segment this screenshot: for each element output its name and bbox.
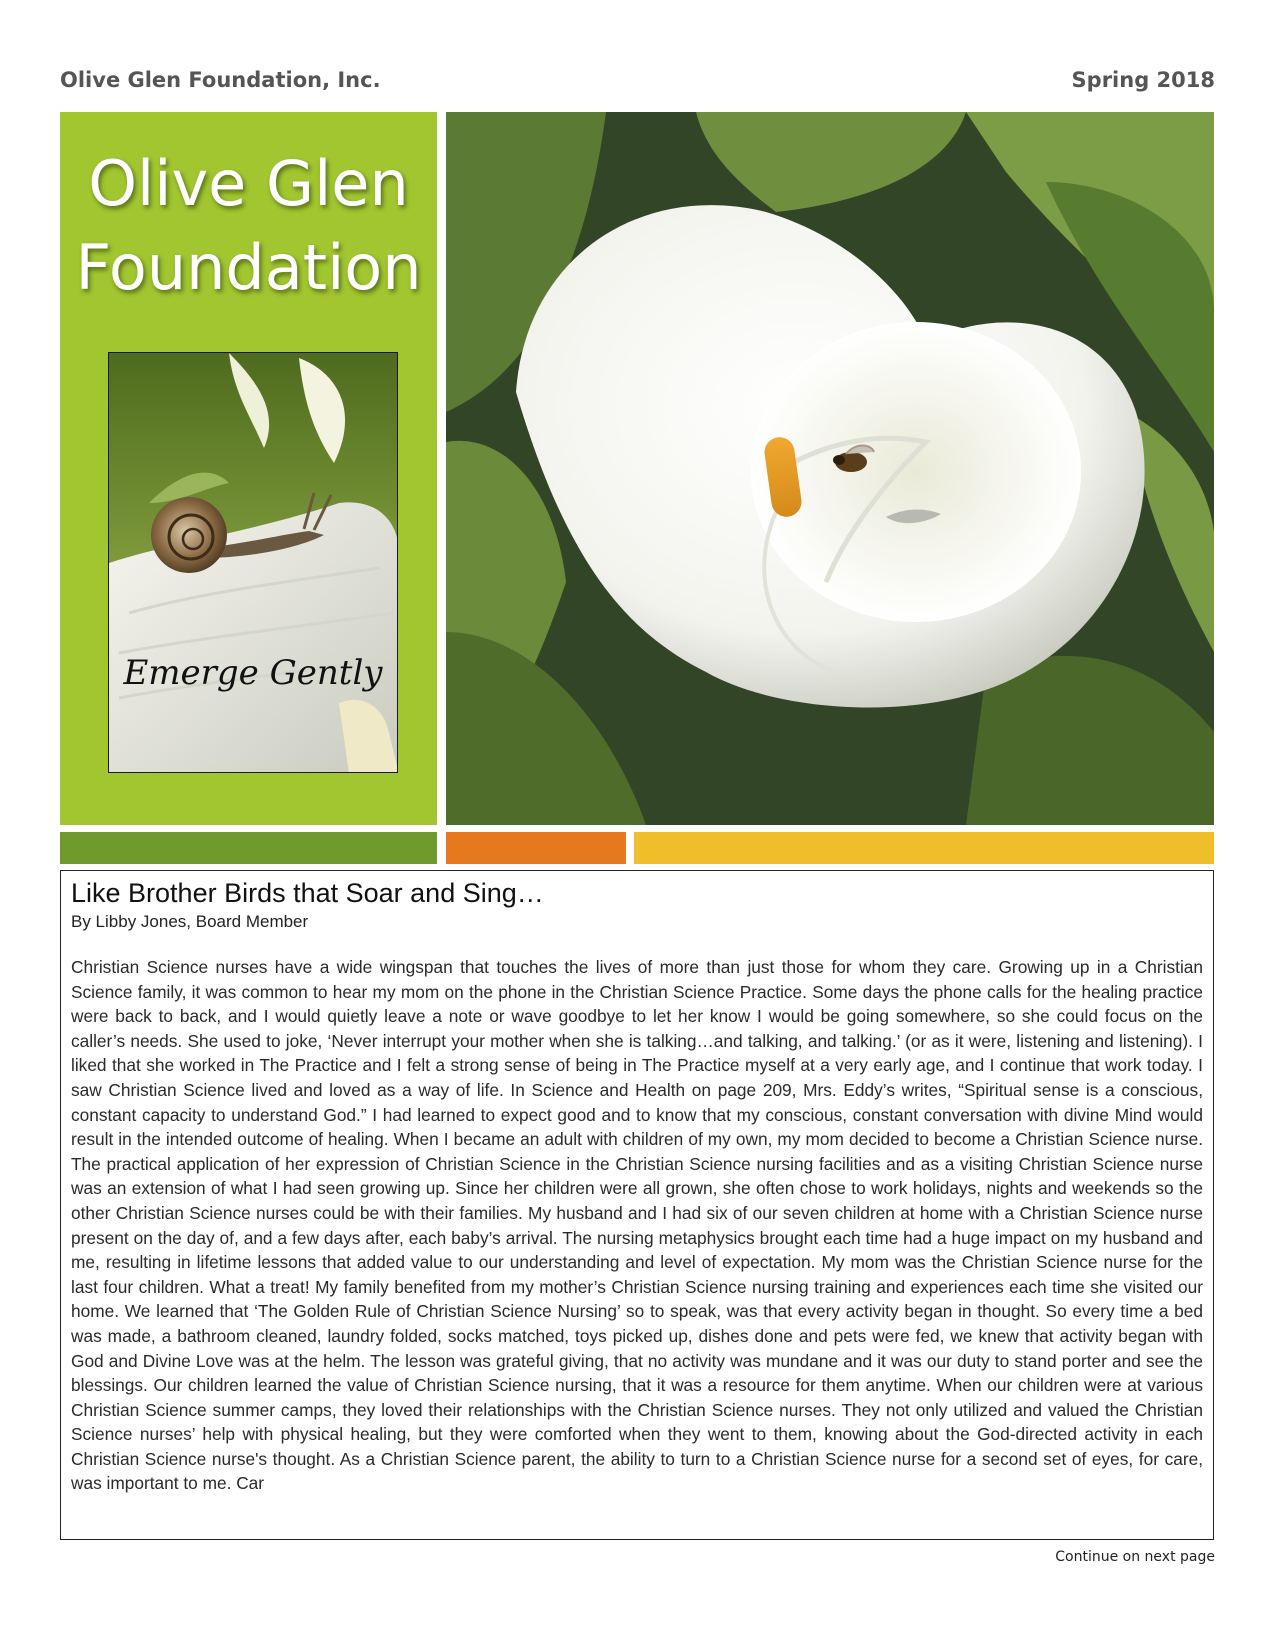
masthead-title-line1: Olive Glen [88, 147, 409, 220]
inset-caption: Emerge Gently [123, 653, 383, 693]
accent-bar-green [60, 832, 437, 864]
edition-label: Spring 2018 [1071, 68, 1215, 92]
organization-name: Olive Glen Foundation, Inc. [60, 68, 381, 92]
masthead-panel [60, 112, 437, 825]
accent-bar-yellow [634, 832, 1214, 864]
masthead-title [60, 142, 437, 310]
article-body: Christian Science nurses have a wide wingspan that touches the lives of more than just those for whom they care. Growing up in a Christian Science family, it was common to hear my mom on the phone in the Christian Science Practice. Some days the phone calls for the healing practice were back to back, and I would quietly leave a note or wave goodbye to let her know I would be going somewhere, so she could focus on the caller’s needs. She used to joke, ‘Never interrupt your mother when she is talking…and talking, and talking.’ (or as it were, listening and listening). I liked that she worked in The Practice and I felt a strong sense of being in The Practice myself at a very early age, and I continue that work today. I saw Christian Science lived and loved as a way of life. In Science and Health on page 209, Mrs. Eddy’s writes, “Spiritual sense is a conscious, constant capacity to understand God.” I had learned to expect good and to know that my conscious, constant conversation with divine Mind would result in the intended outcome of healing. When I became an adult with children of my own, my mom decided to become a Christian Science nurse. The practical application of her expression of Christian Science in the Christian Science nursing facilities and as a visiting Christian Science nurse was an extension of what I had seen growing up. Since her children were all grown, she often chose to work holidays, nights and weekends so the other Christian Science nurses could be with their families. My husband and I had six of our seven children at home with a Christian Science nurse present on the day of, and a few days after, each baby’s arrival. The nursing metaphysics brought each time had a huge impact on my husband and me, resulting in lifetime lessons that added value to our understanding and level of expectation. My mom was the Christian Science nurse for the last four children. What a treat! My family benefited from my mother’s Christian Science nursing training and experiences each time she visited our home. We learned that ‘The Golden Rule of Christian Science Nursing’ so to speak, was that every activity began in thought. So every time a bed was made, a bathroom cleaned, laundry folded, socks matched, toys picked up, dishes done and pets were fed, we knew that activity began with God and Divine Love was at the helm. The lesson was grateful giving, that no activity was mundane and it was our duty to stand porter and see the blessings. Our children learned the value of Christian Science nursing, that it was a resource for them anytime. When our children were at various Christian Science summer camps, they loved their relationships with the Christian Science nurses. They not only utilized and valued the Christian Science nurses’ help with physical healing, but they were comforted when they went to them, knowing about the God-directed activity in each Christian Science nurse's thought. As a Christian Science parent, the ability to turn to a Christian Science nurse for a second set of eyes, for care, was important to me. Car [71, 957, 1203, 1494]
article-box [60, 870, 1214, 1540]
article-title: Like Brother Birds that Soar and Sing… [71, 878, 544, 908]
masthead-title-line2: Foundation [75, 231, 422, 304]
accent-bar-orange [446, 832, 626, 864]
continue-on-next-page: Continue on next page [1055, 1549, 1215, 1565]
inset-snail-image [108, 352, 398, 773]
hero-calla-lily-image [446, 112, 1214, 825]
article-byline: By Libby Jones, Board Member [71, 912, 309, 931]
